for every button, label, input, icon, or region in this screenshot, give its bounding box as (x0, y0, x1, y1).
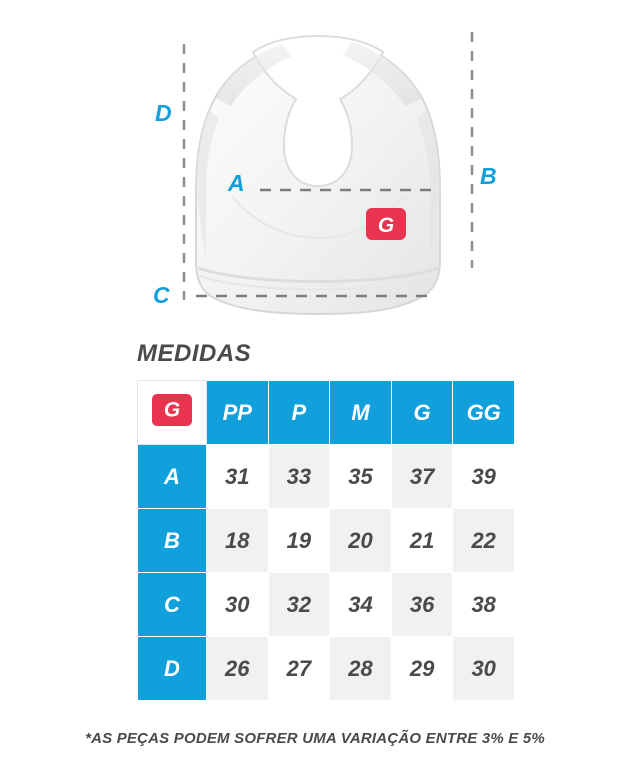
svg-text:G: G (377, 214, 395, 237)
cell-c-g: 36 (391, 573, 453, 637)
cell-d-gg: 30 (453, 637, 515, 701)
column-header-g: G (391, 381, 453, 445)
cell-a-g: 37 (391, 445, 453, 509)
brand-logo-icon (152, 394, 192, 426)
row-header-a: A (138, 445, 207, 509)
garment-illustration (0, 0, 630, 338)
cell-a-p: 33 (268, 445, 330, 509)
cell-b-gg: 22 (453, 509, 515, 573)
row-header-b: B (138, 509, 207, 573)
row-header-c: C (138, 573, 207, 637)
column-header-m: M (330, 381, 392, 445)
measures-title: MEDIDAS (137, 340, 252, 367)
table-header-row (138, 381, 515, 445)
cell-d-p: 27 (268, 637, 330, 701)
table-row (138, 445, 515, 509)
cell-b-p: 19 (268, 509, 330, 573)
cell-c-pp: 30 (207, 573, 269, 637)
table-logo-cell (138, 381, 207, 445)
dimension-label-d: D (155, 100, 173, 126)
table-row (138, 509, 515, 573)
row-header-d: D (138, 637, 207, 701)
dimension-label-c: C (153, 282, 171, 308)
cell-c-p: 32 (268, 573, 330, 637)
cell-d-pp: 26 (207, 637, 269, 701)
column-header-p: P (268, 381, 330, 445)
cell-a-m: 35 (330, 445, 392, 509)
dimension-label-a: A (228, 170, 246, 196)
column-header-gg: GG (453, 381, 515, 445)
cell-b-m: 20 (330, 509, 392, 573)
cell-b-g: 21 (391, 509, 453, 573)
cell-a-pp: 31 (207, 445, 269, 509)
brand-logo-icon (366, 208, 406, 240)
cell-a-gg: 39 (453, 445, 515, 509)
dimension-label-b: B (480, 163, 498, 189)
variation-footnote: *AS PEÇAS PODEM SOFRER UMA VARIAÇÃO ENTRE 3% E 5% (85, 730, 545, 747)
table-row (138, 573, 515, 637)
cell-c-gg: 38 (453, 573, 515, 637)
cell-c-m: 34 (330, 573, 392, 637)
cell-b-pp: 18 (207, 509, 269, 573)
cell-d-g: 29 (391, 637, 453, 701)
sports-bra-drawing (0, 0, 630, 338)
table-row (138, 637, 515, 701)
size-chart-table (137, 380, 515, 701)
column-header-pp: PP (207, 381, 269, 445)
cell-d-m: 28 (330, 637, 392, 701)
